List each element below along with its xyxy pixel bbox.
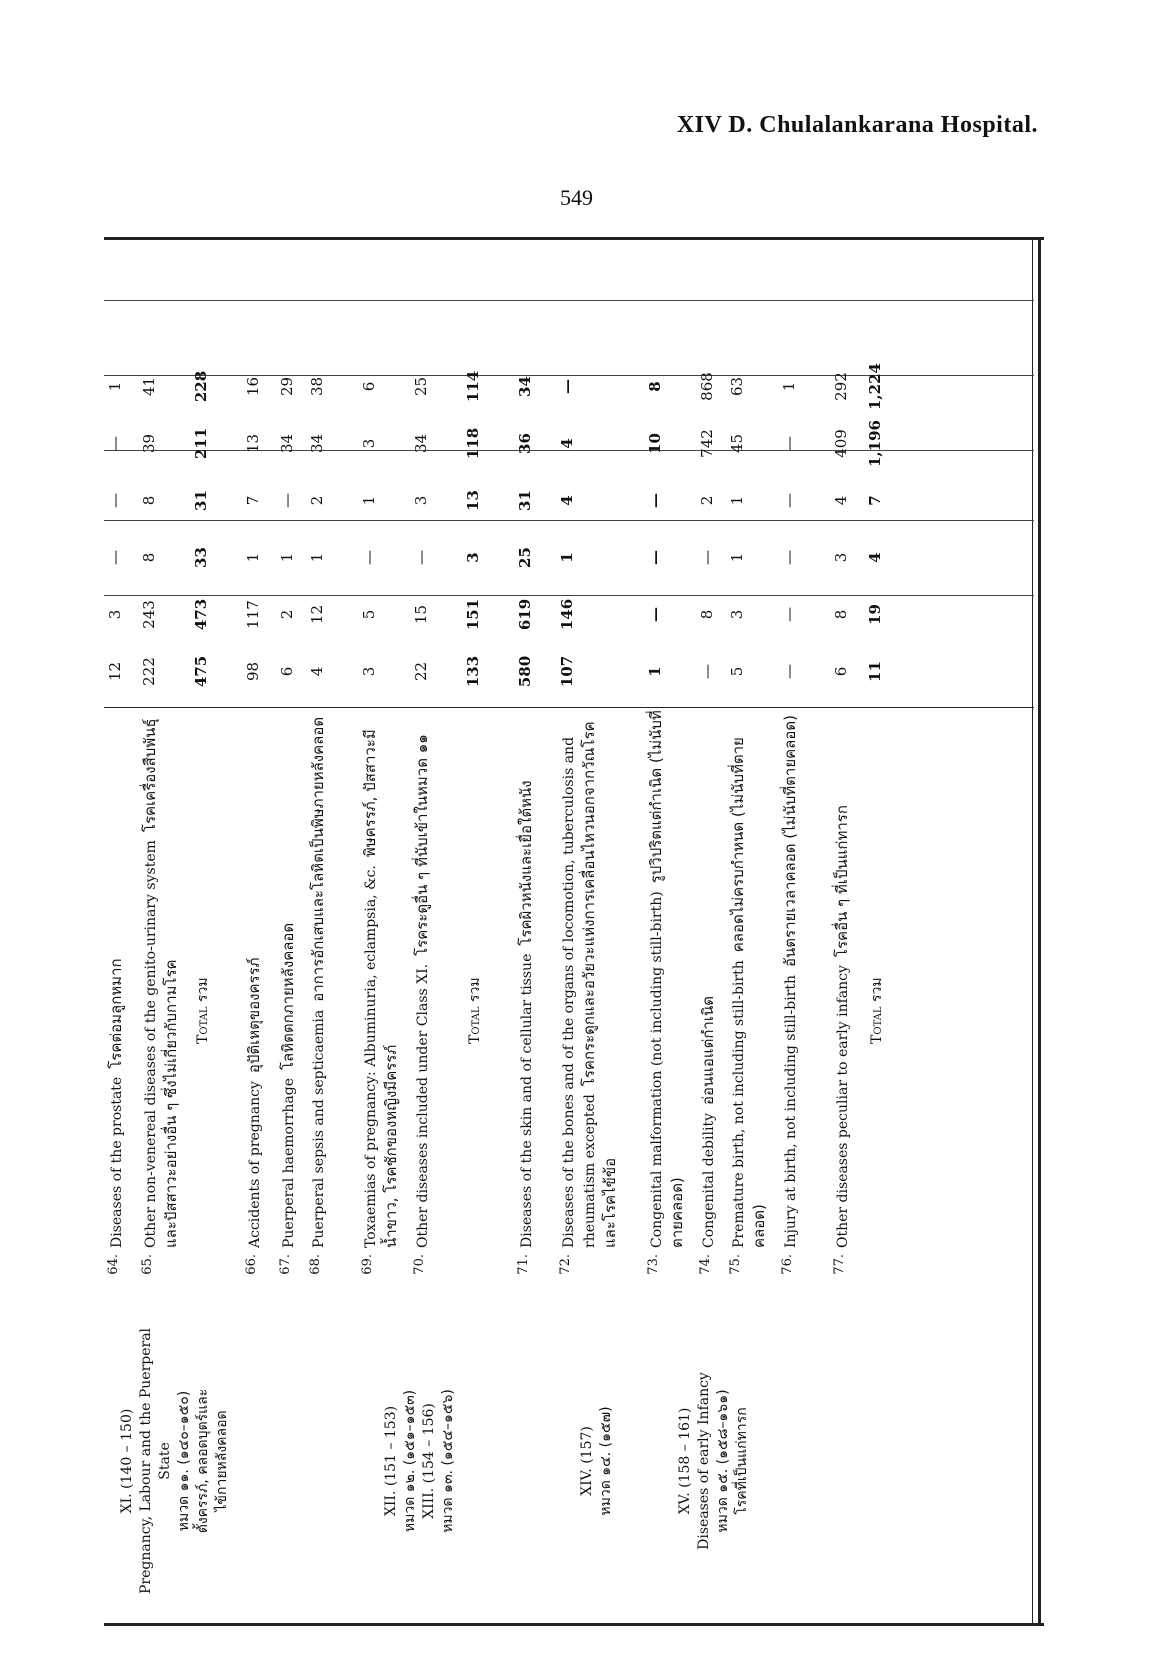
cause-cell bbox=[780, 700, 801, 1300]
value-cell: 3 bbox=[728, 609, 746, 620]
value-cell: 1 bbox=[728, 495, 746, 506]
value-cells bbox=[106, 242, 124, 700]
value-cell: 8 bbox=[140, 552, 158, 563]
cause-thai: อันตรายเวลาคลอด (ไม่นับที่ตายคลอด) bbox=[781, 715, 799, 967]
value-cell: 6 bbox=[278, 666, 296, 677]
row-number: 70. bbox=[412, 1254, 427, 1275]
value-cell: 7 bbox=[244, 495, 262, 506]
value-cell: 13 bbox=[464, 490, 482, 511]
cause-english: Other diseases peculiar to early infancy bbox=[835, 965, 851, 1248]
table-row bbox=[360, 242, 412, 1300]
row-number: 73. bbox=[646, 1254, 661, 1275]
cause-cell bbox=[360, 700, 401, 1300]
class-xv: XV. (158 – 161) Diseases of early Infancy หมวด ๑๕. (๑๕๘–๑๖๑) โรคที่เป็นแก่ทารก bbox=[677, 1372, 750, 1550]
cause-english: Injury at birth, not including still-birth bbox=[783, 974, 799, 1248]
value-cell: 742 bbox=[698, 429, 716, 458]
value-cell: 2 bbox=[698, 495, 716, 506]
value-cells bbox=[780, 242, 798, 700]
value-cell: 8 bbox=[832, 609, 850, 620]
cause-english: Premature birth, not including still-birth bbox=[731, 960, 747, 1248]
value-cell: 1 bbox=[780, 381, 798, 392]
value-cell: 1 bbox=[244, 552, 262, 563]
value-cell: 8 bbox=[140, 495, 158, 506]
row-number: 65. bbox=[140, 1254, 155, 1275]
cause-thai: พิษครรภ์, ปัสสาวะมีน้ำขาว, โรคชักของหญิงมีครรภ์ bbox=[361, 729, 400, 1248]
value-cell: 6 bbox=[360, 381, 378, 392]
value-cell: 4 bbox=[866, 552, 884, 563]
value-cell: — bbox=[412, 550, 430, 565]
value-cell: 34 bbox=[516, 376, 534, 397]
cause-english: Accidents of pregnancy bbox=[247, 1081, 263, 1248]
table-right-rule bbox=[1038, 237, 1041, 1626]
value-cell: — bbox=[780, 550, 798, 565]
value-cell: 4 bbox=[558, 438, 576, 449]
table-row bbox=[866, 242, 900, 1300]
cause-thai: โลหิตตกภายหลังคลอด bbox=[279, 922, 297, 1071]
cause-english: Diseases of the prostate bbox=[109, 1076, 125, 1248]
class-xiv: XIV. (157) หมวด ๑๔. (๑๕๗) bbox=[579, 1406, 614, 1516]
value-cells bbox=[832, 242, 850, 700]
row-number: 64. bbox=[106, 1254, 121, 1275]
table-row bbox=[244, 242, 278, 1300]
class-column bbox=[106, 1300, 1034, 1622]
value-cell: 98 bbox=[244, 661, 262, 682]
row-number: 77. bbox=[832, 1254, 847, 1275]
value-cell: — bbox=[780, 493, 798, 508]
value-cell: 1,224 bbox=[866, 363, 884, 410]
cause-english: Puerperal haemorrhage bbox=[281, 1078, 297, 1248]
value-cell: 38 bbox=[308, 376, 326, 397]
cause-cell bbox=[106, 700, 127, 1300]
row-number: 75. bbox=[728, 1254, 743, 1275]
value-cell: — bbox=[558, 379, 576, 394]
cause-cell bbox=[698, 700, 719, 1300]
row-number: 66. bbox=[244, 1254, 259, 1275]
cause-cell bbox=[244, 700, 265, 1300]
cause-thai: โรคระดูอื่น ๆ ที่นับเข้าในหมวด ๑๑ bbox=[413, 734, 431, 956]
value-cells bbox=[646, 242, 664, 700]
cause-cell bbox=[278, 700, 299, 1300]
value-cell: — bbox=[646, 550, 664, 565]
cause-english: Diseases of the skin and of cellular tissue bbox=[519, 953, 535, 1248]
value-cell: 475 bbox=[192, 655, 210, 688]
value-cell: — bbox=[698, 550, 716, 565]
table-row bbox=[308, 242, 360, 1300]
value-cell: 31 bbox=[516, 490, 534, 511]
value-cell: 1 bbox=[558, 552, 576, 563]
rotated-table bbox=[106, 242, 1034, 1622]
value-cell: — bbox=[278, 493, 296, 508]
value-cell: 19 bbox=[866, 604, 884, 625]
value-cell: 107 bbox=[558, 655, 576, 688]
class-xii-xiii: XII. (151 – 153) หมวด ๑๒. (๑๕๑–๑๕๓) XIII. (154 – 156) หมวด ๑๓. (๑๕๔–๑๕๖) bbox=[383, 1389, 456, 1533]
cause-cell bbox=[516, 700, 537, 1300]
value-cell: 15 bbox=[412, 604, 430, 625]
table-row bbox=[780, 242, 832, 1300]
value-cell: 63 bbox=[728, 376, 746, 397]
value-cell: 1 bbox=[728, 552, 746, 563]
value-cell: 1 bbox=[106, 381, 124, 392]
cause-english: Diseases of the bones and of the organs of locomotion, tuberculosis and rheumatism excepted bbox=[561, 736, 598, 1248]
value-cell: 4 bbox=[308, 666, 326, 677]
cause-english: Congenital malformation (not including still-birth) bbox=[649, 891, 665, 1248]
value-cell: 1 bbox=[646, 666, 664, 677]
value-cells bbox=[698, 242, 716, 700]
cause-thai: โรคกระดูกและอวัยวะแห่งการเคลื่อนไหวนอกจากวัณโรคและโรคไข้ข้อ bbox=[580, 721, 619, 1248]
table-row bbox=[698, 242, 728, 1300]
page-header: XIV D. Chulalankarana Hospital. bbox=[676, 112, 1038, 138]
value-cell: — bbox=[646, 607, 664, 622]
table-row bbox=[106, 242, 140, 1300]
value-cell: 34 bbox=[278, 433, 296, 454]
row-number: 76. bbox=[780, 1254, 795, 1275]
value-cell: 118 bbox=[464, 427, 482, 460]
value-cell: 41 bbox=[140, 376, 158, 397]
total-label: Total รวม bbox=[869, 977, 885, 1044]
value-cell: 33 bbox=[192, 547, 210, 568]
value-cell: — bbox=[646, 493, 664, 508]
cause-cell bbox=[832, 700, 853, 1300]
value-cells bbox=[244, 242, 262, 700]
cause-english: Other diseases included under Class XI. bbox=[415, 963, 431, 1248]
table-row bbox=[464, 242, 498, 1300]
value-cell: 222 bbox=[140, 657, 158, 686]
page-number: 549 bbox=[560, 185, 593, 210]
value-cell: 292 bbox=[832, 372, 850, 401]
value-cell: 4 bbox=[558, 495, 576, 506]
value-cells bbox=[866, 242, 884, 700]
value-cells bbox=[558, 242, 576, 700]
value-cell: — bbox=[360, 550, 378, 565]
value-cell: 12 bbox=[308, 604, 326, 625]
table-top-rule bbox=[104, 237, 1044, 240]
value-cell: 7 bbox=[866, 495, 884, 506]
value-cell: 114 bbox=[464, 370, 482, 403]
table-row bbox=[412, 242, 464, 1300]
cause-thai: โรคอื่น ๆ ที่เป็นแก่ทารก bbox=[833, 805, 851, 958]
value-cell: 146 bbox=[558, 598, 576, 631]
value-cell: 1 bbox=[278, 552, 296, 563]
value-cell: 39 bbox=[140, 433, 158, 454]
value-cell: 3 bbox=[360, 438, 378, 449]
value-cell: 1,196 bbox=[866, 420, 884, 467]
value-cell: 10 bbox=[646, 433, 664, 454]
value-cell: — bbox=[780, 607, 798, 622]
value-cell: 151 bbox=[464, 598, 482, 631]
value-cell: 473 bbox=[192, 598, 210, 631]
value-cell: — bbox=[106, 436, 124, 451]
cause-thai: โรคผิวหนังและเยื่อใต้หนัง bbox=[517, 780, 535, 946]
value-cell: 1 bbox=[308, 552, 326, 563]
cause-cell bbox=[192, 700, 214, 1300]
cause-cell bbox=[866, 700, 888, 1300]
value-cell: 3 bbox=[464, 552, 482, 563]
value-cell: 11 bbox=[866, 661, 884, 682]
value-cell: 8 bbox=[698, 609, 716, 620]
class-xi: XI. (140 – 150) Pregnancy, Labour and the Puerperal State หมวด ๑๑. (๑๔๐–๑๕๐) ตั้งครรภ์, คลอดบุตร์และ ไข้กายหลังคลอด bbox=[119, 1327, 230, 1595]
value-cell: 16 bbox=[244, 376, 262, 397]
value-cell: 6 bbox=[832, 666, 850, 677]
value-cell: 619 bbox=[516, 598, 534, 631]
value-cell: 3 bbox=[412, 495, 430, 506]
value-cell: 409 bbox=[832, 429, 850, 458]
row-number: 74. bbox=[698, 1254, 713, 1275]
cause-thai: โรคเครื่องสืบพันธุ์และปัสสาวะอย่างอื่น ๆ ซึ่งไม่เกี่ยวกับกามโรค bbox=[141, 718, 180, 1248]
cause-english: Other non-venereal diseases of the genito-urinary system bbox=[143, 840, 159, 1248]
cause-cell bbox=[728, 700, 769, 1300]
row-number: 68. bbox=[308, 1254, 323, 1275]
value-cell: 1 bbox=[360, 495, 378, 506]
value-cell: 117 bbox=[244, 600, 262, 629]
value-cells bbox=[278, 242, 296, 700]
value-cell: 22 bbox=[412, 661, 430, 682]
value-cell: — bbox=[106, 550, 124, 565]
value-cells bbox=[516, 242, 534, 700]
value-cell: 3 bbox=[832, 552, 850, 563]
value-cell: 2 bbox=[278, 609, 296, 620]
value-cell: 34 bbox=[412, 433, 430, 454]
cause-thai: อุปัติเหตุของครรภ์ bbox=[245, 957, 263, 1074]
table-row bbox=[728, 242, 780, 1300]
table-row bbox=[558, 242, 628, 1300]
cause-thai: คลอดไม่ครบกำหนด (ไม่นับที่ตายคลอด) bbox=[729, 737, 768, 1248]
value-cell: 25 bbox=[412, 376, 430, 397]
table-row bbox=[832, 242, 866, 1300]
value-cell: — bbox=[106, 493, 124, 508]
total-label: Total รวม bbox=[467, 977, 483, 1044]
value-cell: 580 bbox=[516, 655, 534, 688]
value-cell: 25 bbox=[516, 547, 534, 568]
value-cell: 228 bbox=[192, 370, 210, 403]
table-row bbox=[278, 242, 308, 1300]
cause-cell bbox=[646, 700, 687, 1300]
cause-thai: อาการอักเสบและโลหิตเป็นพิษภายหลังคลอด bbox=[309, 716, 327, 1002]
value-cell: — bbox=[698, 664, 716, 679]
row-number: 69. bbox=[360, 1254, 375, 1275]
value-cell: 5 bbox=[360, 609, 378, 620]
value-cell: 133 bbox=[464, 655, 482, 688]
value-cells bbox=[192, 242, 210, 700]
cause-english: Congenital debility bbox=[701, 1113, 717, 1248]
value-cell: 8 bbox=[646, 381, 664, 392]
table-row bbox=[140, 242, 192, 1300]
table-row bbox=[192, 242, 226, 1300]
rows-column bbox=[106, 242, 1034, 1300]
value-cells bbox=[140, 242, 158, 700]
value-cells bbox=[308, 242, 326, 700]
cause-thai: รูปวิปริตแต่กำเนิด (ไม่นับที่ตายคลอด) bbox=[647, 710, 686, 1248]
value-cells bbox=[412, 242, 430, 700]
value-cells bbox=[464, 242, 482, 700]
value-cell: 211 bbox=[192, 427, 210, 460]
value-cell: 13 bbox=[244, 433, 262, 454]
cause-thai: อ่อนแอแต่กำเนิด bbox=[699, 996, 717, 1106]
value-cell: 45 bbox=[728, 433, 746, 454]
value-cell: 34 bbox=[308, 433, 326, 454]
value-cell: 868 bbox=[698, 372, 716, 401]
table-bottom-rule bbox=[104, 1623, 1044, 1626]
value-cell: 36 bbox=[516, 433, 534, 454]
row-number: 71. bbox=[516, 1254, 531, 1275]
value-cell: — bbox=[780, 436, 798, 451]
cause-cell bbox=[412, 700, 433, 1300]
value-cell: 2 bbox=[308, 495, 326, 506]
value-cell: — bbox=[780, 664, 798, 679]
cause-thai: โรคต่อมลูกหมาก bbox=[107, 958, 125, 1069]
value-cell: 5 bbox=[728, 666, 746, 677]
row-number: 67. bbox=[278, 1254, 293, 1275]
value-cell: 3 bbox=[360, 666, 378, 677]
value-cells bbox=[728, 242, 746, 700]
row-number: 72. bbox=[558, 1254, 573, 1275]
cause-english: Toxaemias of pregnancy: Albuminuria, eclampsia, &c. bbox=[363, 865, 379, 1248]
total-label: Total รวม bbox=[195, 977, 211, 1044]
value-cell: 3 bbox=[106, 609, 124, 620]
value-cell: 29 bbox=[278, 376, 296, 397]
value-cell: 12 bbox=[106, 661, 124, 682]
table-row bbox=[646, 242, 698, 1300]
value-cell: 243 bbox=[140, 600, 158, 629]
cause-cell bbox=[308, 700, 329, 1300]
value-cells bbox=[360, 242, 378, 700]
cause-english: Puerperal sepsis and septicaemia bbox=[311, 1009, 327, 1248]
cause-cell bbox=[140, 700, 181, 1300]
table-row bbox=[516, 242, 558, 1300]
value-cell: 4 bbox=[832, 495, 850, 506]
cause-cell bbox=[464, 700, 486, 1300]
value-cell: 31 bbox=[192, 490, 210, 511]
cause-cell bbox=[558, 700, 620, 1300]
